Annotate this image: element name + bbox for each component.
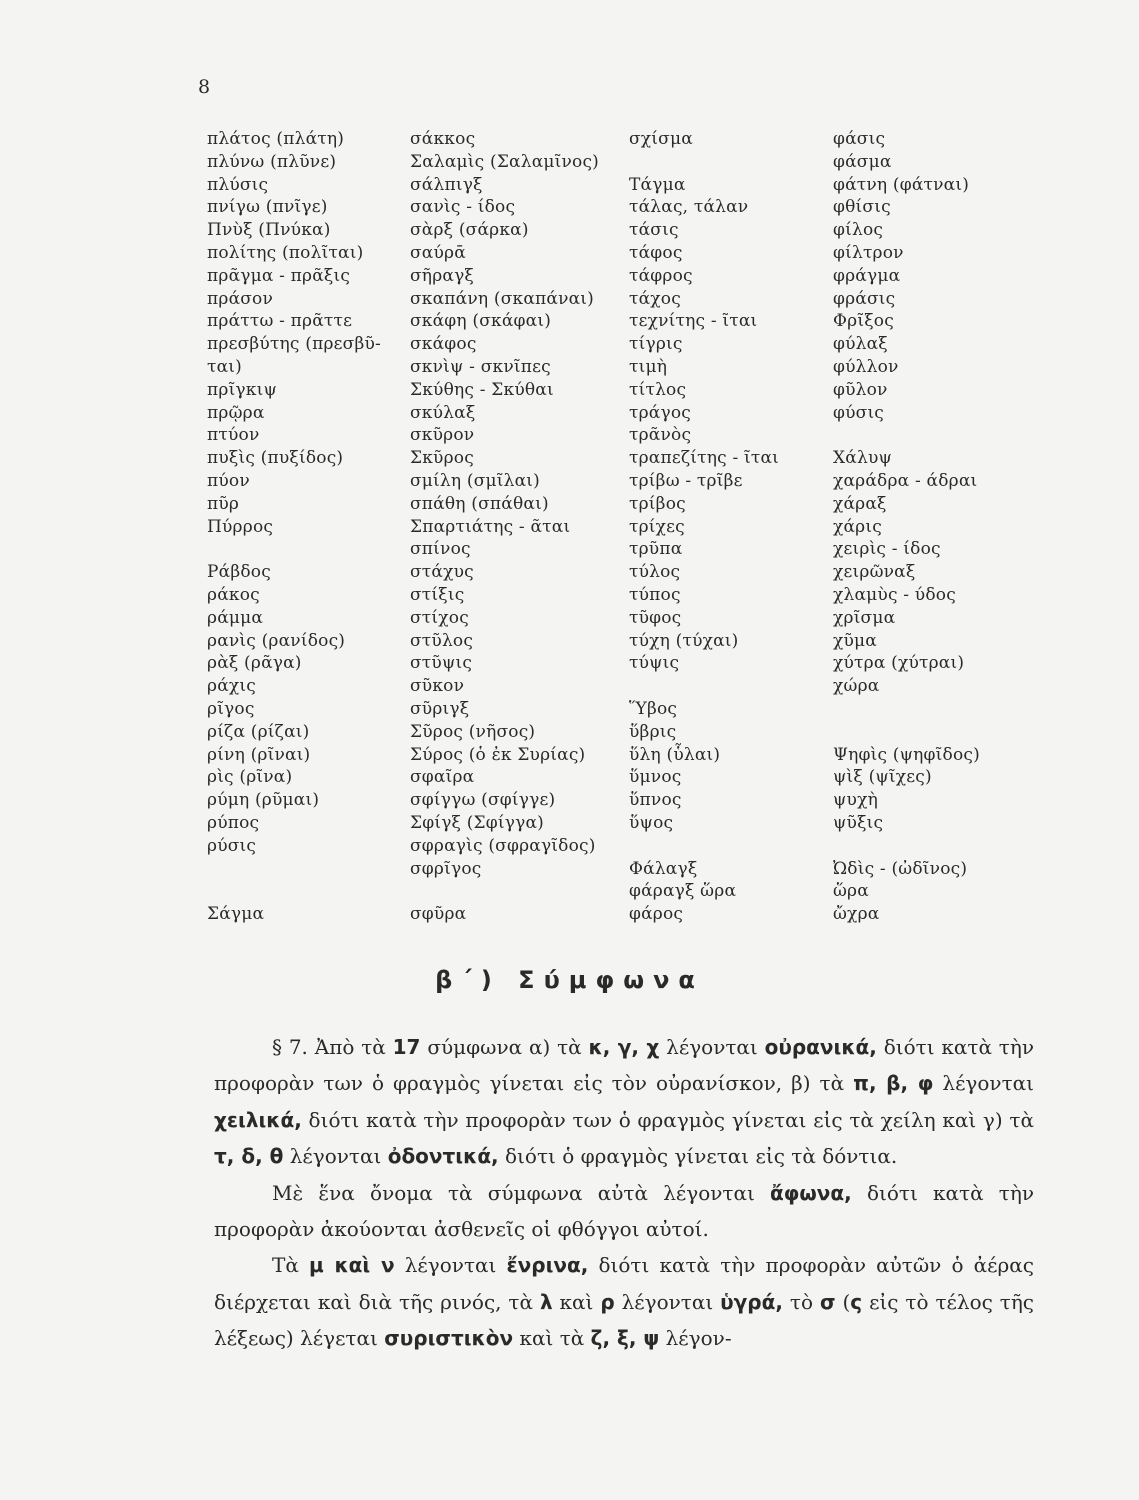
word-entry: Ράβδος: [207, 562, 271, 583]
text-run: λέγονται: [614, 1289, 721, 1314]
word-entry: σκύλαξ: [410, 402, 476, 423]
word-entry: φράγμα: [833, 265, 901, 286]
text-run: διότι κατὰ τὴν προφορὰν ἀκούονται ἀσθενεῖς οἱ φθόγγοι αὐτοί.: [214, 1180, 1035, 1242]
word-entry: φθίσις: [833, 197, 891, 218]
word-entry: [833, 721, 1063, 744]
word-entry: πύον: [207, 470, 250, 491]
word-entry: χαράδρα - άδραι: [833, 470, 978, 491]
word-entry: τρῦπα: [629, 539, 683, 560]
word-entry: φάσις: [833, 129, 886, 149]
word-column-1: [207, 128, 407, 926]
word-entry: τράγος: [629, 402, 691, 423]
text-run: διότι ὁ φραγμὸς γίνεται εἰς τὰ δόντια.: [498, 1144, 898, 1169]
bold-term: ζ, ξ, ψ: [590, 1326, 660, 1351]
word-entry: σανὶς - ίδος: [410, 197, 516, 218]
word-entry: χειρῶναξ: [833, 562, 916, 583]
page-number: 8: [198, 76, 211, 98]
paragraph: [214, 1175, 1034, 1248]
word-entry: [207, 538, 407, 561]
word-entry: χειρὶς - ίδος: [833, 539, 941, 560]
word-entry: Πύρρος: [207, 516, 274, 537]
bold-term: τ, δ, θ: [214, 1144, 284, 1169]
word-entry: τίτλος: [629, 379, 687, 400]
word-entry: σφαῖρα: [410, 767, 475, 788]
word-entry: στίχος: [410, 607, 469, 628]
bold-term: χειλικά,: [214, 1107, 302, 1132]
word-entry: ὕλη (ὗλαι): [629, 744, 721, 765]
word-entry: [207, 858, 407, 881]
word-entry: σῦκον: [410, 676, 465, 697]
word-entry: ὕβρις: [629, 721, 677, 742]
word-entry: Σκύθης - Σκύθαι: [410, 379, 554, 400]
word-entry: χύτρα (χύτραι): [833, 653, 965, 674]
word-entry: πτύον: [207, 425, 260, 446]
word-entry: τίγρις: [629, 334, 683, 355]
bold-term: ς: [850, 1289, 863, 1314]
bold-term: συριστικὸν: [384, 1326, 514, 1351]
word-entry: [410, 880, 635, 903]
word-entry: σπάθη (σπάθαι): [410, 493, 549, 514]
word-entry: σάκκος: [410, 129, 476, 149]
word-entry: ρίζα (ρίζαι): [207, 721, 310, 742]
word-entry: φράσις: [833, 288, 896, 309]
word-entry: πράσον: [207, 288, 274, 309]
word-entry: σφραγὶς (σφραγῖδος): [410, 835, 596, 856]
word-entry: φάτνη (φάτναι): [833, 174, 970, 195]
word-entry: τύχη (τύχαι): [629, 630, 739, 651]
word-entry: πλάτος (πλάτη): [207, 129, 345, 149]
word-entry: πράττω - πρᾶττε: [207, 311, 353, 332]
word-entry: Σαλαμὶς (Σαλαμῖνος): [410, 151, 600, 172]
word-entry: πλύνω (πλῦνε): [207, 151, 337, 172]
word-column-4: [833, 128, 1063, 926]
word-entry: ται): [207, 356, 242, 377]
word-entry: σφίγγω (σφίγγε): [410, 790, 556, 811]
word-entry: [833, 698, 1063, 721]
word-entry: [833, 424, 1063, 447]
word-entry: χλαμὺς - ύδος: [833, 584, 956, 605]
word-entry: [629, 675, 829, 698]
word-entry: Πνὺξ (Πνύκα): [207, 220, 331, 241]
word-entry: χρῖσμα: [833, 607, 896, 628]
text-run: καὶ: [552, 1289, 601, 1314]
word-entry: Ὠδὶς - (ὠδῖνος): [833, 858, 968, 879]
word-entry: πῦρ: [207, 493, 240, 514]
word-entry: φίλος: [833, 220, 884, 241]
bold-term: 17: [392, 1035, 421, 1059]
text-run: λέγονται: [394, 1253, 507, 1278]
word-entry: Σφίγξ (Σφίγγα): [410, 812, 544, 833]
word-entry: τρίβος: [629, 493, 686, 514]
word-entry: τάφος: [629, 242, 683, 263]
word-entry: τύπος: [629, 584, 681, 605]
word-entry: πρῷρα: [207, 402, 265, 423]
word-entry: Σύρος (ὁ ἐκ Συρίας): [410, 744, 586, 765]
word-entry: χάρις: [833, 516, 882, 537]
text-run: Τὰ: [272, 1253, 309, 1278]
word-entry: ψὶξ (ψῖχες): [833, 767, 932, 788]
word-entry: τάσις: [629, 220, 679, 241]
text-run: λέγονται: [933, 1071, 1034, 1096]
word-entry: [833, 835, 1063, 858]
word-entry: σὰρξ (σάρκα): [410, 220, 529, 241]
word-entry: πνίγω (πνῖγε): [207, 197, 328, 218]
word-entry: στάχυς: [410, 562, 474, 583]
word-entry: τιμὴ: [629, 356, 668, 377]
word-entry: [207, 880, 407, 903]
word-entry: Τάγμα: [629, 174, 686, 195]
word-entry: σῆραγξ: [410, 265, 474, 286]
section-heading: β΄) Σύμφωνα: [435, 966, 704, 994]
word-entry: τύλος: [629, 562, 681, 583]
word-entry: ρύμη (ρῦμαι): [207, 790, 320, 811]
word-entry: πρᾶγμα - πρᾶξις: [207, 265, 351, 286]
word-column-2: [410, 128, 635, 926]
word-entry: ρὶς (ρῖνα): [207, 767, 293, 788]
bold-term: ἄφωνα,: [770, 1180, 852, 1205]
word-entry: Σπαρτιάτης - ᾶται: [410, 516, 571, 537]
word-entry: ρύσις: [207, 835, 257, 856]
word-entry: Ψηφὶς (ψηφῖδος): [833, 744, 980, 765]
bold-term: π, β, φ: [853, 1071, 934, 1096]
word-entry: τῦφος: [629, 607, 682, 628]
word-entry: φάρος: [629, 904, 684, 925]
text-run: τὸ: [782, 1289, 820, 1314]
word-entry: [629, 835, 829, 858]
text-run: διότι κατὰ τὴν προφορὰν των ὁ φραγμὸς γίνεται εἰς τὸν οὐρανίσκον, β) τὰ: [214, 1035, 1034, 1096]
word-entry: φάραγξ ὥρα: [629, 881, 737, 902]
text-run: διότι κατὰ τὴν προφορὰν αὐτῶν ὁ ἀέρας διέρχεται καὶ διὰ τῆς ρινός, τὰ: [214, 1253, 1034, 1314]
word-entry: ὤχρα: [833, 904, 880, 925]
word-entry: Σῦρος (νῆσος): [410, 721, 536, 742]
word-entry: φίλτρον: [833, 242, 904, 263]
body-text: [214, 1029, 1034, 1357]
word-entry: πολίτης (πολῖται): [207, 242, 364, 263]
word-entry: τρίχες: [629, 516, 685, 537]
word-entry: ὕμνος: [629, 767, 682, 788]
paragraph: [214, 1029, 1034, 1175]
word-entry: πυξὶς (πυξίδος): [207, 448, 344, 469]
text-run: σύμφωνα α) τὰ: [420, 1035, 589, 1059]
word-entry: ψῦξις: [833, 812, 884, 833]
word-entry: ρὰξ (ρᾶγα): [207, 653, 302, 674]
word-entry: στῦψις: [410, 653, 473, 674]
word-entry: πρεσβύτης (πρεσβῦ-: [207, 334, 381, 355]
text-run: εἰς τὸ τέλος τῆς λέξεως) λέγεται: [214, 1289, 1035, 1351]
bold-term: ὀδοντικά,: [387, 1144, 499, 1169]
word-entry: σαύρᾱ: [410, 242, 466, 263]
word-entry: ρίνη (ρῖναι): [207, 744, 311, 765]
word-entry: [629, 151, 829, 174]
word-entry: πλύσις: [207, 174, 269, 195]
word-entry: ράχις: [207, 676, 256, 697]
paragraph: [214, 1247, 1034, 1356]
word-entry: ράμμα: [207, 607, 264, 628]
word-entry: ὥρα: [833, 881, 869, 902]
word-entry: σμίλη (σμῖλαι): [410, 470, 540, 491]
word-entry: σκαπάνη (σκαπάναι): [410, 288, 594, 309]
text-run: Μὲ ἕνα ὄνομα τὰ σύμφωνα αὐτὰ λέγονται: [272, 1180, 771, 1205]
text-run: λέγον-: [659, 1326, 732, 1351]
word-entry: στίξις: [410, 584, 465, 605]
word-entry: Φάλαγξ: [629, 858, 698, 879]
word-entry: τρᾶνὸς: [629, 425, 692, 446]
word-entry: ὕψος: [629, 812, 674, 833]
word-entry: χώρα: [833, 676, 880, 697]
bold-term: οὐρανικά,: [764, 1035, 877, 1059]
word-entry: σάλπιγξ: [410, 174, 483, 195]
word-entry: Φρῖξος: [833, 311, 894, 332]
word-entry: τάφρος: [629, 265, 693, 286]
word-entry: φύλλον: [833, 356, 899, 377]
word-entry: ρῖγος: [207, 698, 255, 719]
bold-term: ἔνρινα,: [506, 1253, 589, 1278]
bold-term: ὑγρά,: [720, 1289, 783, 1314]
bold-term: μ καὶ ν: [309, 1253, 395, 1278]
word-entry: τραπεζίτης - ῖται: [629, 448, 780, 469]
word-entry: ράκος: [207, 584, 260, 605]
word-entry: σπίνος: [410, 539, 471, 560]
word-entry: Ὕβος: [629, 698, 678, 719]
word-entry: σκάφη (σκάφαι): [410, 311, 552, 332]
text-run: λέγονται: [659, 1035, 765, 1059]
word-entry: Σάγμα: [207, 904, 265, 925]
word-entry: τεχνίτης - ῖται: [629, 311, 758, 332]
text-run: λέγονται: [283, 1144, 388, 1169]
word-entry: σφρῖγος: [410, 858, 482, 879]
text-run: § 7. Ἀπὸ τὰ: [272, 1035, 393, 1059]
word-entry: φῦλον: [833, 379, 888, 400]
word-entry: σφῦρα: [410, 904, 467, 925]
bold-term: κ, γ, χ: [588, 1035, 660, 1059]
word-entry: σκνὶψ - σκνῖπες: [410, 356, 551, 377]
word-entry: χάραξ: [833, 493, 887, 514]
word-entry: φύλαξ: [833, 334, 888, 355]
word-entry: φύσις: [833, 402, 885, 423]
word-entry: τρίβω - τρῖβε: [629, 470, 743, 491]
word-entry: ρανὶς (ρανίδος): [207, 630, 346, 651]
word-entry: στῦλος: [410, 630, 474, 651]
bold-term: λ: [539, 1289, 553, 1314]
bold-term: ρ: [600, 1289, 615, 1314]
word-entry: ψυχὴ: [833, 790, 878, 811]
word-entry: Χάλυψ: [833, 448, 893, 469]
word-entry: τάλας, τάλαν: [629, 197, 749, 218]
word-entry: σχίσμα: [629, 129, 693, 149]
text-run: (: [835, 1289, 851, 1314]
word-entry: Σκῦρος: [410, 448, 474, 469]
word-entry: ρύπος: [207, 812, 260, 833]
word-entry: τάχος: [629, 288, 681, 309]
text-run: καὶ τὰ: [513, 1326, 591, 1351]
word-entry: ὕπνος: [629, 790, 682, 811]
word-entry: σκῦρον: [410, 425, 475, 446]
word-entry: χῦμα: [833, 630, 877, 651]
word-entry: σκάφος: [410, 334, 477, 355]
word-entry: σῦριγξ: [410, 698, 470, 719]
text-run: διότι κατὰ τὴν προφορὰν των ὁ φραγμὸς γίνεται εἰς τὰ χείλη καὶ γ) τὰ: [301, 1107, 1034, 1132]
word-entry: πρῖγκιψ: [207, 379, 278, 400]
bold-term: σ: [819, 1289, 836, 1314]
word-entry: φάσμα: [833, 151, 892, 172]
word-entry: τύψις: [629, 653, 680, 674]
word-column-3: [629, 128, 829, 926]
